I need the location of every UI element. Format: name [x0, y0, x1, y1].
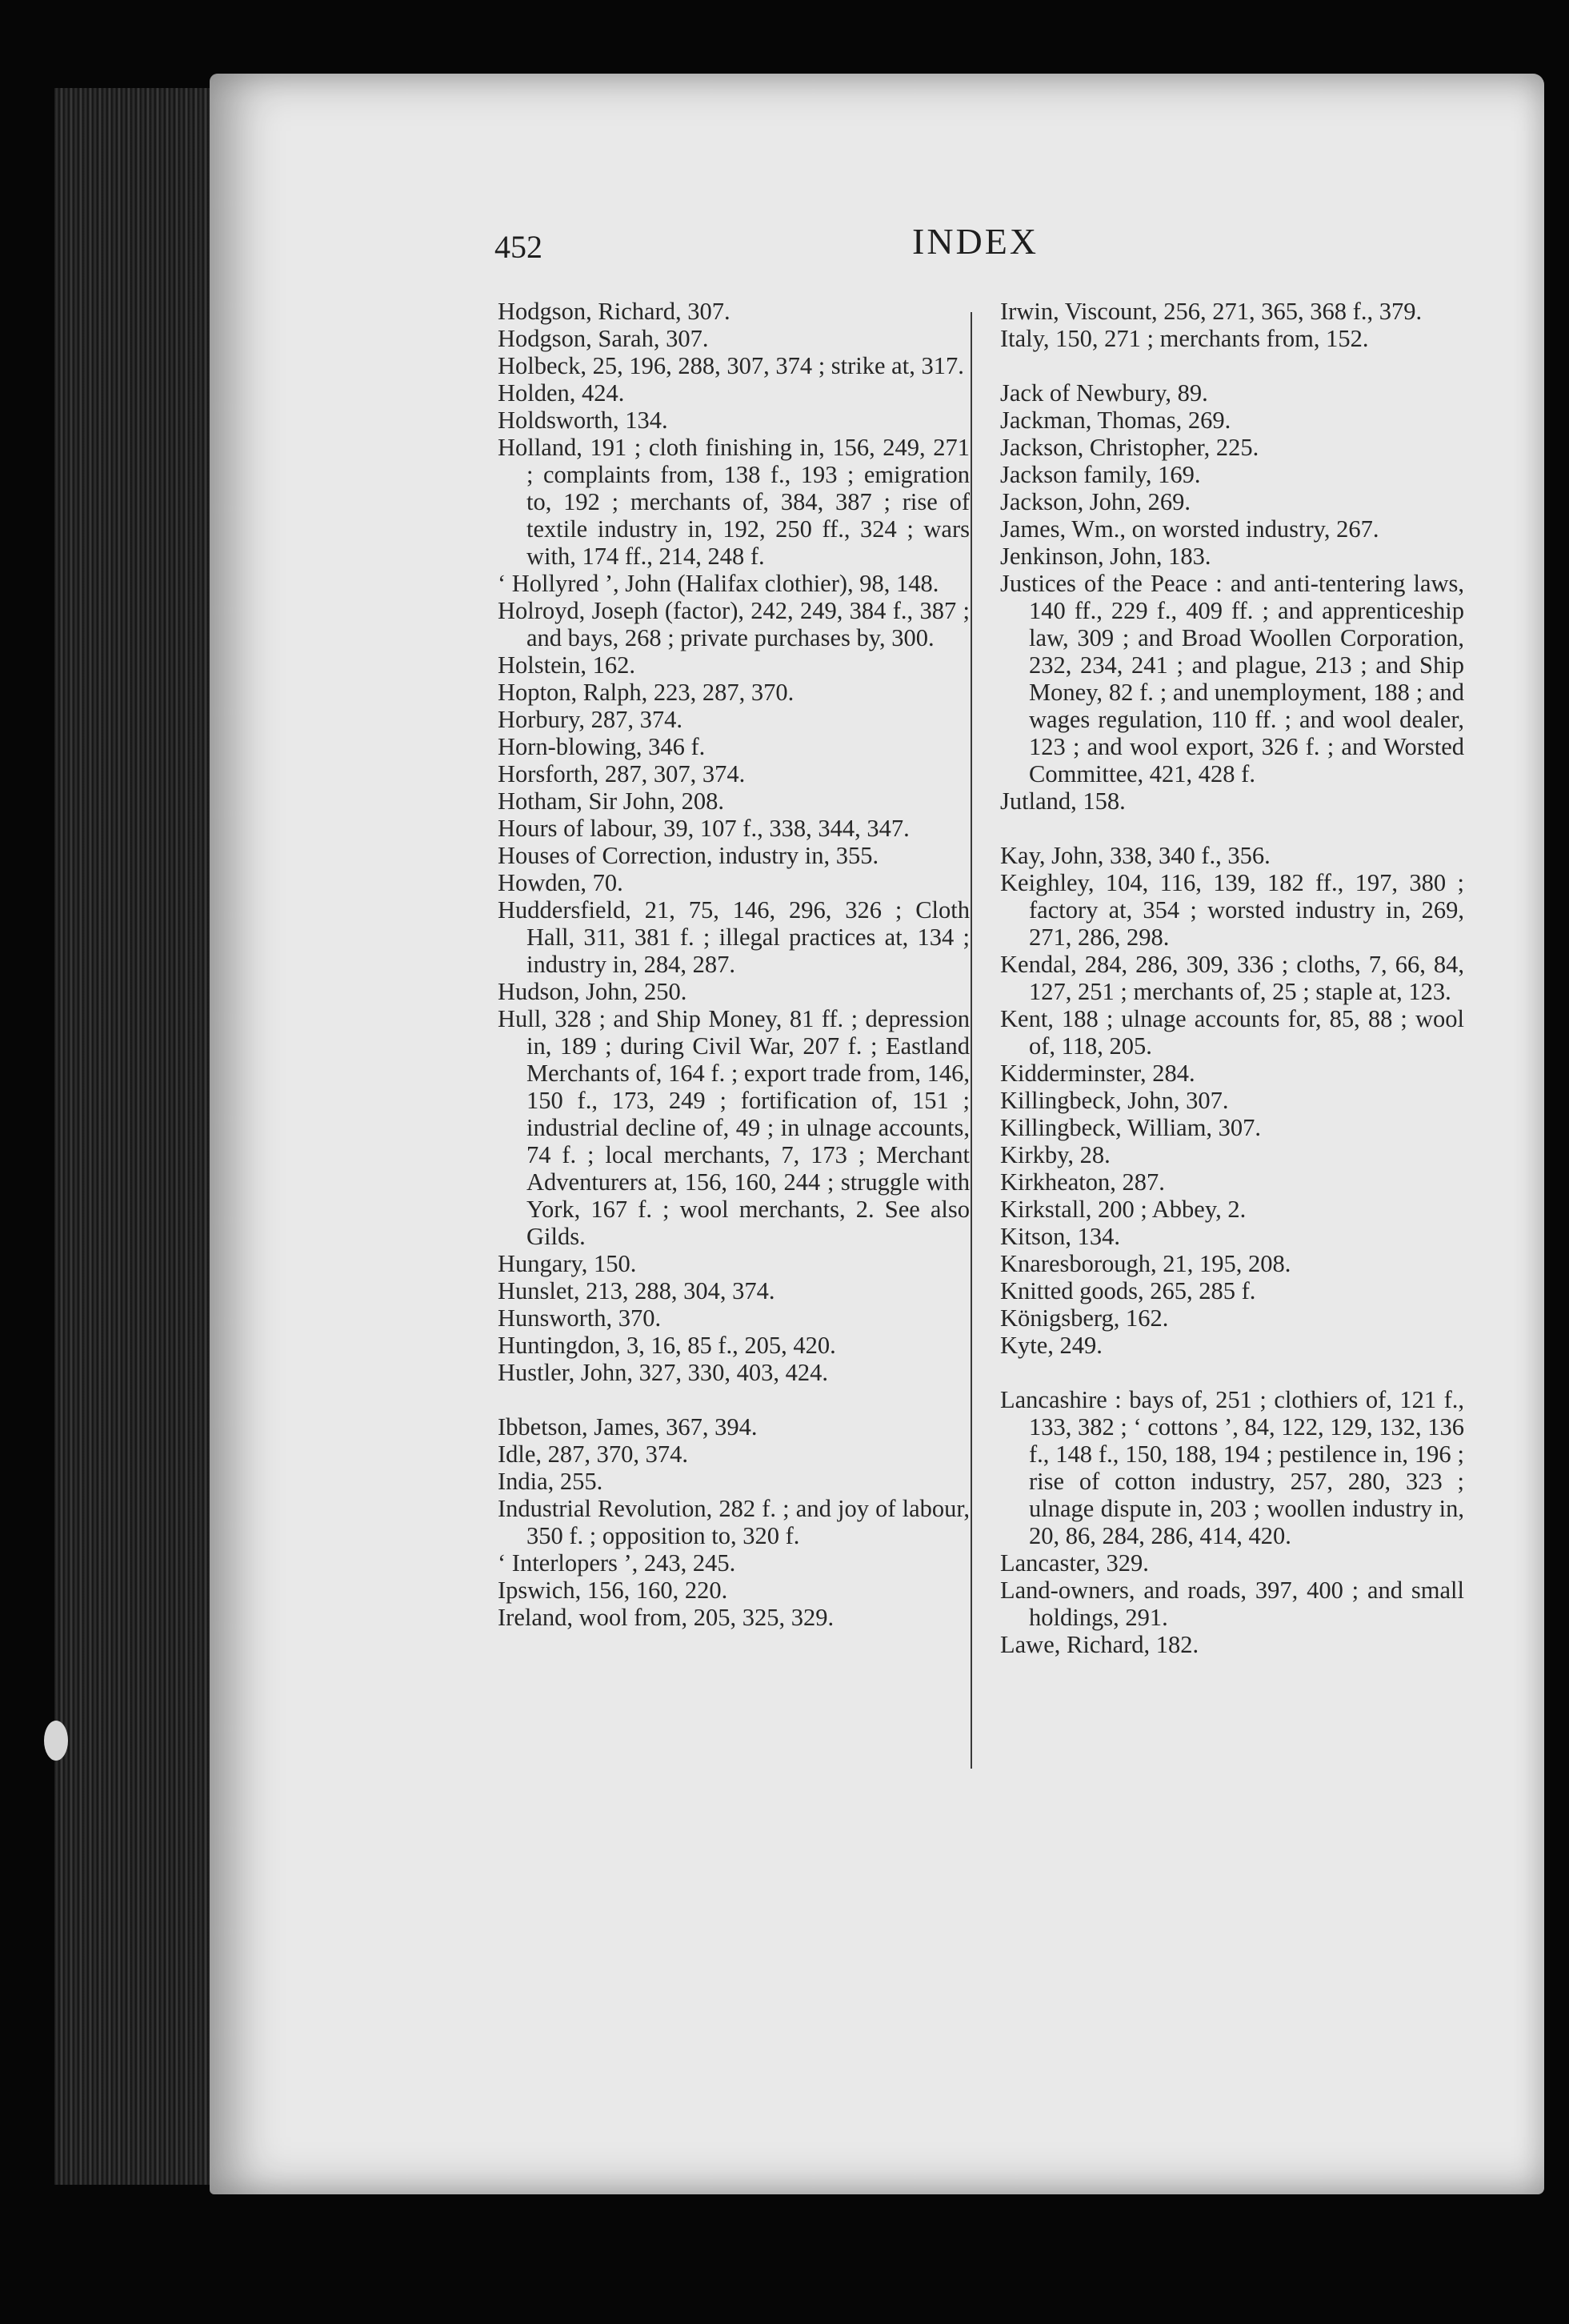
index-entry: Lawe, Richard, 182.	[1000, 1631, 1199, 1658]
index-entry: Kendal, 284, 286, 309, 336 ; cloths, 7, 66, 84, 127, 251 ; merchants of, 25 ; staple at, 123.	[1000, 951, 1464, 1005]
index-entry: Howden, 70.	[498, 869, 623, 896]
index-entry: Knitted goods, 265, 285 f.	[1000, 1277, 1256, 1304]
index-entry: Hotham, Sir John, 208.	[498, 787, 724, 815]
bleed-through-mark	[104, 352, 152, 592]
index-entry: Kidderminster, 284.	[1000, 1060, 1195, 1087]
letter-section-gap	[1000, 1359, 1464, 1386]
index-entry: Lancashire : bays of, 251 ; clothiers of, 121 f., 133, 382 ; ‘ cottons ’, 84, 122, 129, 132, 136 f., 148 f., 150, 188, 194 ; pestilence in, 196 ; rise of cotton industry, 257, 280, 323 ; ulnage dispute in, 203 ; woollen industry in, 20, 86, 284, 286, 414, 420.	[1000, 1386, 1464, 1549]
index-entry: Holbeck, 25, 196, 288, 307, 374 ; strike at, 317.	[498, 352, 964, 379]
scan-speck	[44, 1721, 68, 1761]
running-head: INDEX	[912, 221, 1039, 262]
index-entry: Irwin, Viscount, 256, 271, 365, 368 f., 379.	[1000, 298, 1423, 325]
index-entry: Kyte, 249.	[1000, 1332, 1103, 1359]
index-entry: Kirkby, 28.	[1000, 1141, 1111, 1168]
index-entry: Jutland, 158.	[1000, 787, 1126, 815]
index-entry: Hull, 328 ; and Ship Money, 81 ff. ; depression in, 189 ; during Civil War, 207 f. ; Eastland Merchants of, 164 f. ; export trade from, 146, 150 f., 173, 249 ; fortification of, 151 ; industrial decline of, 49 ; in ulnage accounts, 74 f. ; local merchants, 7, 173 ; Merchant Adventurers at, 156, 160, 244 ; struggle with York, 167 f. ; wool merchants, 2. See also Gilds.	[498, 1005, 970, 1250]
index-entry: Ibbetson, James, 367, 394.	[498, 1413, 758, 1440]
index-column-left	[498, 298, 970, 1631]
index-entry: Hodgson, Sarah, 307.	[498, 325, 709, 352]
index-entry: Keighley, 104, 116, 139, 182 ff., 197, 380 ; factory at, 354 ; worsted industry in, 269, 271, 286, 298.	[1000, 869, 1464, 951]
index-entry: Holstein, 162.	[498, 651, 635, 679]
index-entry: Jack of Newbury, 89.	[1000, 379, 1208, 407]
index-entry: Houses of Correction, industry in, 355.	[498, 842, 879, 869]
index-entry: Hustler, John, 327, 330, 403, 424.	[498, 1359, 829, 1386]
index-entry: Italy, 150, 271 ; merchants from, 152.	[1000, 325, 1369, 352]
index-entry: Jenkinson, John, 183.	[1000, 543, 1211, 570]
index-column-right	[1000, 298, 1464, 1658]
index-entry: Hodgson, Richard, 307.	[498, 298, 730, 325]
index-entry: Industrial Revolution, 282 f. ; and joy of labour, 350 f. ; opposition to, 320 f.	[498, 1495, 970, 1549]
index-entry: Kirkheaton, 287.	[1000, 1168, 1165, 1196]
index-entry: Horbury, 287, 374.	[498, 706, 682, 733]
index-entry: Killingbeck, William, 307.	[1000, 1114, 1262, 1141]
index-entry: Land-owners, and roads, 397, 400 ; and small holdings, 291.	[1000, 1577, 1464, 1631]
index-entry: Hungary, 150.	[498, 1250, 637, 1277]
index-entry: Ipswich, 156, 160, 220.	[498, 1577, 728, 1604]
index-entry: Kirkstall, 200 ; Abbey, 2.	[1000, 1196, 1247, 1223]
index-entry: Hours of labour, 39, 107 f., 338, 344, 347.	[498, 815, 910, 842]
index-entry: Holroyd, Joseph (factor), 242, 249, 384 f., 387 ; and bays, 268 ; private purchases by, 300.	[498, 597, 970, 651]
index-entry: Justices of the Peace : and anti-tentering laws, 140 ff., 229 f., 409 ff. ; and apprenticeship law, 309 ; and Broad Woollen Corporation, 232, 234, 241 ; and plague, 213 ; and Ship Money, 82 f. ; and unemployment, 188 ; and wages regulation, 110 ff. ; and wool dealer, 123 ; and wool export, 326 f. ; and Worsted Committee, 421, 428 f.	[1000, 570, 1464, 787]
index-entry: Kent, 188 ; ulnage accounts for, 85, 88 ; wool of, 118, 205.	[1000, 1005, 1464, 1060]
index-entry: India, 255.	[498, 1468, 603, 1495]
index-entry: Horsforth, 287, 307, 374.	[498, 760, 746, 787]
index-entry: Holdsworth, 134.	[498, 407, 668, 434]
index-entry: Kay, John, 338, 340 f., 356.	[1000, 842, 1271, 869]
index-entry: James, Wm., on worsted industry, 267.	[1000, 515, 1379, 543]
index-entry: Killingbeck, John, 307.	[1000, 1087, 1229, 1114]
index-entry: Holden, 424.	[498, 379, 625, 407]
index-entry: Holland, 191 ; cloth finishing in, 156, 249, 271 ; complaints from, 138 f., 193 ; emigration to, 192 ; merchants of, 384, 387 ; rise of textile industry in, 192, 250 ff., 324 ; wars with, 174 ff., 214, 248 f.	[498, 434, 970, 570]
index-entry: Huddersfield, 21, 75, 146, 296, 326 ; Cloth Hall, 311, 381 f. ; illegal practices at, 134 ; industry in, 284, 287.	[498, 896, 970, 978]
index-entry: Jackson, Christopher, 225.	[1000, 434, 1259, 461]
index-entry: Huntingdon, 3, 16, 85 f., 205, 420.	[498, 1332, 836, 1359]
index-entry: Horn-blowing, 346 f.	[498, 733, 706, 760]
index-entry: Hopton, Ralph, 223, 287, 370.	[498, 679, 795, 706]
letter-section-gap	[1000, 815, 1464, 842]
index-entry: Hunsworth, 370.	[498, 1304, 662, 1332]
column-divider	[971, 312, 972, 1769]
index-entry: ‘ Interlopers ’, 243, 245.	[498, 1549, 736, 1577]
index-entry: Jackson family, 169.	[1000, 461, 1201, 488]
index-entry: Lancaster, 329.	[1000, 1549, 1149, 1577]
index-entry: Königsberg, 162.	[1000, 1304, 1169, 1332]
index-entry: Knaresborough, 21, 195, 208.	[1000, 1250, 1291, 1277]
index-entry: Jackson, John, 269.	[1000, 488, 1191, 515]
index-entry: Idle, 287, 370, 374.	[498, 1440, 689, 1468]
page-number: 452	[494, 229, 542, 265]
index-entry: ‘ Hollyred ’, John (Halifax clothier), 98, 148.	[498, 570, 939, 597]
index-entry: Hunslet, 213, 288, 304, 374.	[498, 1277, 775, 1304]
index-entry: Hudson, John, 250.	[498, 978, 687, 1005]
index-entry: Kitson, 134.	[1000, 1223, 1120, 1250]
index-entry: Ireland, wool from, 205, 325, 329.	[498, 1604, 835, 1631]
index-entry: Jackman, Thomas, 269.	[1000, 407, 1231, 434]
letter-section-gap	[498, 1386, 970, 1413]
letter-section-gap	[1000, 352, 1464, 379]
